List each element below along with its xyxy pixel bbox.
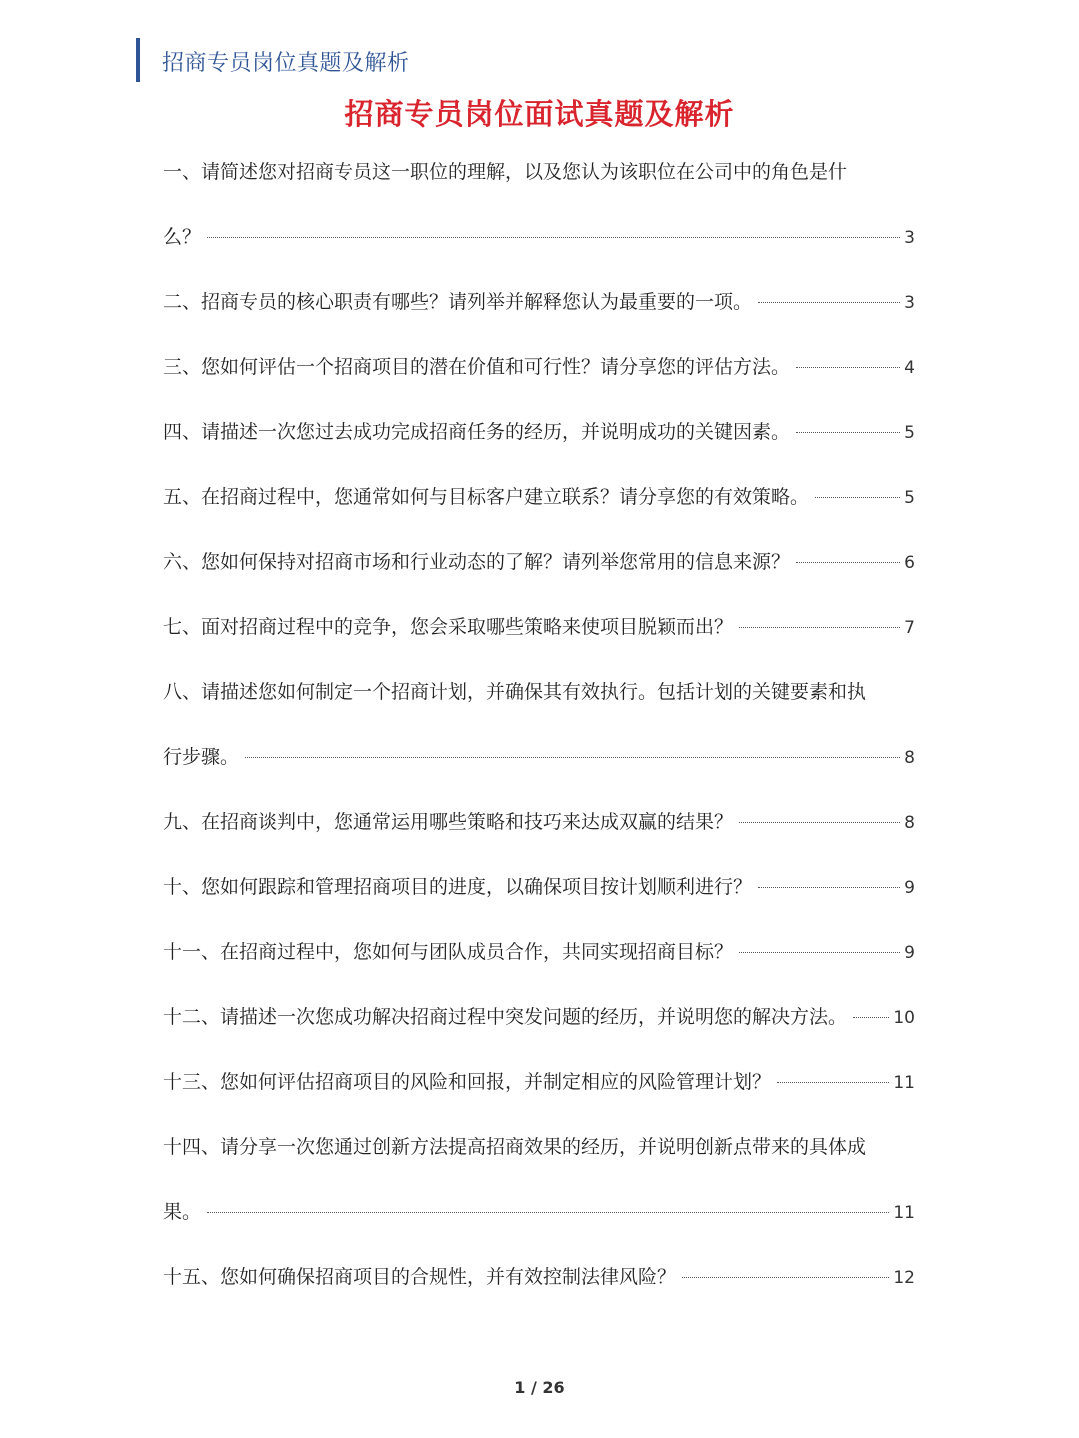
toc-entry[interactable] <box>163 985 915 1050</box>
toc-leader-dots <box>796 562 900 563</box>
toc-page-number: 10 <box>893 1008 915 1028</box>
toc-entry[interactable] <box>163 140 915 270</box>
header-accent-bar <box>136 38 140 82</box>
toc-entry-text: 么？ <box>163 226 202 248</box>
toc-leader-dots <box>758 887 900 888</box>
toc-leader-dots <box>739 822 900 823</box>
toc-entry-text: 四、请描述一次您过去成功完成招商任务的经历，并说明成功的关键因素。 <box>163 421 791 443</box>
toc-leader-dots <box>739 627 900 628</box>
toc-leader-dots <box>739 952 900 953</box>
toc-page-number: 6 <box>904 553 915 573</box>
toc-entry-text: 三、您如何评估一个招商项目的潜在价值和可行性？请分享您的评估方法。 <box>163 356 791 378</box>
toc-page-number: 7 <box>904 618 915 638</box>
toc-entry-text-first-line: 一、请简述您对招商专员这一职位的理解，以及您认为该职位在公司中的角色是什 <box>163 161 848 183</box>
document-title: 招商专员岗位面试真题及解析 <box>344 97 735 131</box>
toc-entry[interactable] <box>163 1115 915 1245</box>
toc-leader-dots <box>207 237 900 238</box>
toc-entry[interactable] <box>163 465 915 530</box>
toc-page-number: 12 <box>893 1268 915 1288</box>
toc-entry[interactable] <box>163 660 915 790</box>
toc-entry-text: 九、在招商谈判中，您通常运用哪些策略和技巧来达成双赢的结果？ <box>163 811 734 833</box>
toc-entry-text: 十三、您如何评估招商项目的风险和回报，并制定相应的风险管理计划？ <box>163 1071 772 1093</box>
toc-leader-dots <box>245 757 900 758</box>
toc-leader-dots <box>796 432 900 433</box>
toc-page-number: 3 <box>904 293 915 313</box>
table-of-contents <box>163 140 915 1310</box>
toc-leader-dots <box>758 302 900 303</box>
toc-leader-dots <box>796 367 900 368</box>
toc-entry-text: 十一、在招商过程中，您如何与团队成员合作，共同实现招商目标？ <box>163 941 734 963</box>
toc-leader-dots <box>815 497 900 498</box>
toc-entry-text-first-line: 八、请描述您如何制定一个招商计划，并确保其有效执行。包括计划的关键要素和执 <box>163 681 867 703</box>
toc-entry[interactable] <box>163 1050 915 1115</box>
toc-entry[interactable] <box>163 920 915 985</box>
toc-page-number: 11 <box>893 1203 915 1223</box>
toc-entry[interactable] <box>163 335 915 400</box>
toc-entry-text: 七、面对招商过程中的竞争，您会采取哪些策略来使项目脱颖而出？ <box>163 616 734 638</box>
toc-entry[interactable] <box>163 790 915 855</box>
toc-entry-text: 行步骤。 <box>163 746 240 768</box>
toc-entry-text-first-line: 十四、请分享一次您通过创新方法提高招商效果的经历，并说明创新点带来的具体成 <box>163 1136 867 1158</box>
toc-page-number: 8 <box>904 748 915 768</box>
toc-entry[interactable] <box>163 855 915 920</box>
toc-entry[interactable] <box>163 400 915 465</box>
toc-leader-dots <box>853 1017 889 1018</box>
toc-entry[interactable] <box>163 270 915 335</box>
toc-leader-dots <box>207 1212 889 1213</box>
toc-leader-dots <box>777 1082 889 1083</box>
toc-page-number: 8 <box>904 813 915 833</box>
toc-page-number: 11 <box>893 1073 915 1093</box>
running-header-title: 招商专员岗位真题及解析 <box>162 51 410 76</box>
toc-page-number: 5 <box>904 488 915 508</box>
toc-entry-text: 五、在招商过程中，您通常如何与目标客户建立联系？请分享您的有效策略。 <box>163 486 810 508</box>
toc-page-number: 5 <box>904 423 915 443</box>
toc-page-number: 9 <box>904 943 915 963</box>
toc-entry-text: 二、招商专员的核心职责有哪些？请列举并解释您认为最重要的一项。 <box>163 291 753 313</box>
toc-entry-text: 十五、您如何确保招商项目的合规性，并有效控制法律风险？ <box>163 1266 677 1288</box>
page-indicator: 1 / 26 <box>514 1378 565 1397</box>
toc-entry-text: 果。 <box>163 1201 202 1223</box>
toc-page-number: 4 <box>904 358 915 378</box>
toc-page-number: 9 <box>904 878 915 898</box>
toc-entry[interactable] <box>163 530 915 595</box>
toc-entry[interactable] <box>163 1245 915 1310</box>
toc-entry[interactable] <box>163 595 915 660</box>
toc-entry-text: 六、您如何保持对招商市场和行业动态的了解？请列举您常用的信息来源？ <box>163 551 791 573</box>
toc-page-number: 3 <box>904 228 915 248</box>
toc-leader-dots <box>682 1277 889 1278</box>
toc-entry-text: 十、您如何跟踪和管理招商项目的进度，以确保项目按计划顺利进行？ <box>163 876 753 898</box>
toc-entry-text: 十二、请描述一次您成功解决招商过程中突发问题的经历，并说明您的解决方法。 <box>163 1006 848 1028</box>
